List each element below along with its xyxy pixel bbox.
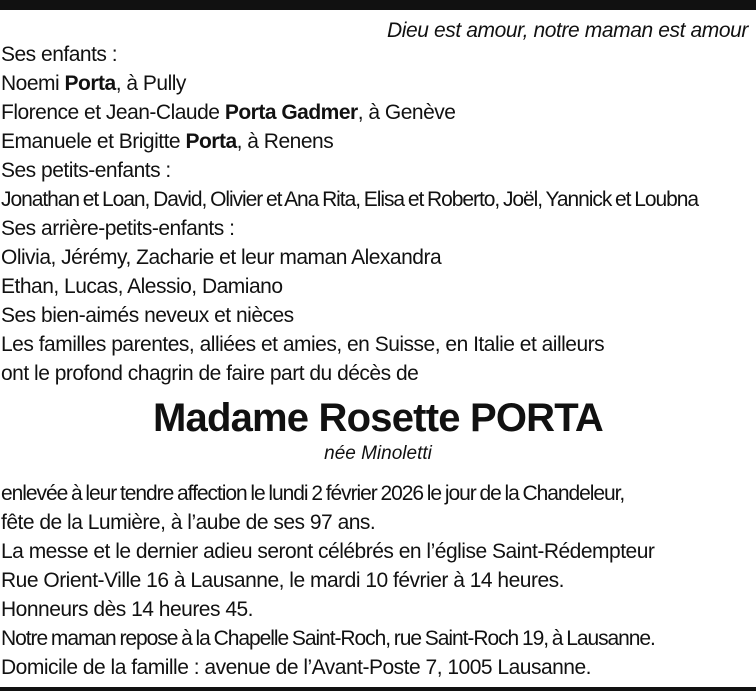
petits-enfants-heading: Ses petits-enfants : (1, 159, 171, 182)
annonce-line: ont le profond chagrin de faire part du décès de (1, 362, 419, 385)
details-line-6: Notre maman repose à la Chapelle Saint-Roch, rue Saint-Roch 19, à Lausanne. (1, 627, 655, 650)
neveux-line: Ses bien-aimés neveux et nièces (1, 304, 294, 327)
details-line-1: enlevée à leur tendre affection le lundi 2 février 2026 le jour de la Chandeleur, (1, 482, 625, 505)
arriere-petits-enfants-heading: Ses arrière-petits-enfants : (1, 217, 235, 240)
maiden-name: née Minoletti (324, 443, 432, 464)
child-line-2 (1, 98, 756, 127)
child-line-1 (1, 69, 756, 98)
details-line-4: Rue Orient-Ville 16 à Lausanne, le mardi 10 février à 14 heures. (1, 569, 564, 592)
familles-line: Les familles parentes, alliées et amies, en Suisse, en Italie et ailleurs (1, 333, 605, 356)
child-1-place: , à Pully (115, 72, 186, 95)
details-block (1, 479, 756, 682)
details-line-2: fête de la Lumière, à l’aube de ses 97 ans. (1, 511, 376, 534)
petits-enfants-list: Jonathan et Loan, David, Olivier et Ana Rita, Elisa et Roberto, Joël, Yannick et Loubna (1, 188, 699, 211)
child-3-place: , à Renens (236, 130, 334, 153)
arriere-petits-enfants-line-2: Ethan, Lucas, Alessio, Damiano (1, 275, 283, 298)
child-1-first: Noemi (1, 72, 65, 95)
details-line-7: Domicile de la famille : avenue de l’Avant-Poste 7, 1005 Lausanne. (1, 656, 591, 679)
arriere-petits-enfants-line-1: Olivia, Jérémy, Zacharie et leur maman Alexandra (1, 246, 442, 269)
deceased-name: Madame Rosette PORTA (152, 396, 604, 440)
child-3-first: Emanuele et Brigitte (1, 130, 186, 153)
child-2-surname: Porta Gadmer (224, 101, 358, 124)
bottom-rule (0, 687, 756, 691)
details-line-3: La messe et le dernier adieu seront célébrés en l’église Saint-Rédempteur (1, 540, 655, 563)
details-line-5: Honneurs dès 14 heures 45. (1, 598, 254, 621)
family-list (1, 40, 756, 388)
top-rule (0, 0, 756, 10)
child-3-surname: Porta (185, 130, 237, 153)
child-1-surname: Porta (64, 72, 116, 95)
enfants-heading: Ses enfants : (1, 43, 118, 66)
child-2-place: , à Genève (357, 101, 456, 124)
child-line-3 (1, 127, 756, 156)
child-2-first: Florence et Jean-Claude (1, 101, 225, 124)
epigraph: Dieu est amour, notre maman est amour (386, 19, 748, 42)
